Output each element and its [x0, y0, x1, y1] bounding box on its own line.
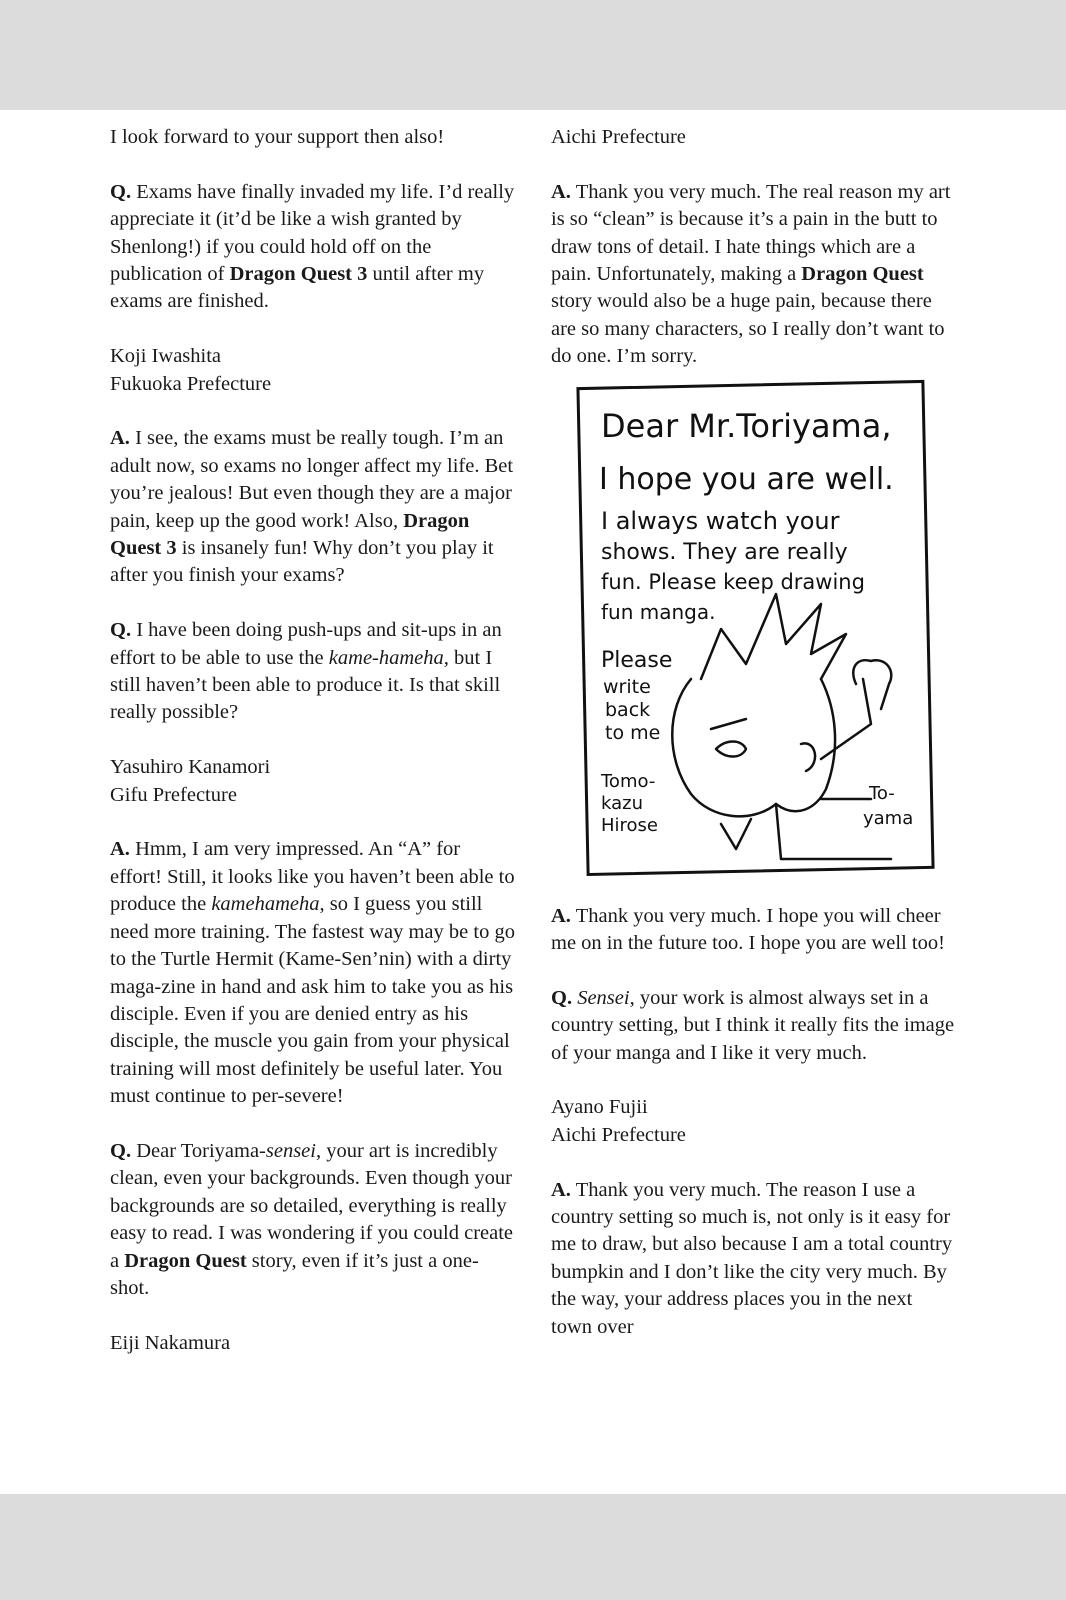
answer-label: A. [110, 838, 130, 861]
letter-line: fun manga. [601, 599, 716, 624]
letter-side-note: to me [605, 721, 661, 744]
sender-info [551, 1094, 956, 1149]
paragraph-text: I have been doing push-ups and sit-ups in an effort to be able to use the [110, 619, 502, 669]
paragraph-text: , your work is almost always set in a country setting, but I think it really fits the image of your manga and I like it very much. [551, 986, 955, 1064]
right-column-bottom-text [551, 903, 956, 1341]
sender-name: Yasuhiro Kanamori [110, 756, 271, 779]
bottom-margin-band [0, 1494, 1066, 1600]
paragraph-text: story would also be a huge pain, because there are so many characters, so I really don’t want to do one. I’m sorry. [551, 290, 945, 368]
paragraph-text: is insanely fun! Why don’t you play it after you finish your exams? [110, 537, 494, 587]
text-line: Eiji Nakamura [110, 1331, 231, 1354]
answer-paragraph [551, 903, 956, 958]
letter-side-note: write [603, 675, 651, 698]
top-margin-band [0, 0, 1066, 110]
paragraph-text: , so I guess you still need more training. The fastest way may be to go to the Turtle Hermit (Kame-Sen’nin) with a dirty maga-zine in hand and ask him to take you as his disciple. Even if you are denied entry as his disciple, the muscle you gain from your physical training will most definitely be useful later. You must continue to per-severe! [110, 893, 515, 1108]
bold-title: Dragon Quest 3 [229, 263, 368, 286]
bold-title: Dragon Quest 3 [110, 509, 470, 560]
letter-side-note: Please [601, 647, 673, 673]
paragraph-text: Exams have finally invaded my life. I’d really appreciate it (it’d be like a wish granted by Shenlong!) if you could hold off on the publication of [110, 180, 515, 286]
answer-paragraph [110, 425, 515, 589]
paragraph-text: until after my exams are finished. [110, 263, 485, 313]
question-paragraph [110, 1138, 515, 1302]
paragraph-text: Thank you very much. I hope you will cheer me on in the future too. I hope you are well too! [551, 904, 945, 955]
letter-line: shows. They are really [601, 539, 848, 565]
question-paragraph [551, 985, 956, 1067]
answer-label: A. [551, 180, 571, 203]
paragraph-text: I see, the exams must be really tough. I’m an adult now, so exams no longer affect my life. Bet you’re jealous! But even though they are a major pain, keep up the good work! Also, [110, 427, 514, 532]
bold-title: Dragon Quest [124, 1249, 247, 1272]
fan-letter-drawing [571, 379, 937, 877]
paragraph-text: , your art is incredibly clean, even your backgrounds. Even though your backgrounds are so detailed, everything is really easy to read. I was wondering if you could create a [110, 1139, 514, 1272]
answer-paragraph [110, 836, 515, 1110]
answer-label: A. [551, 904, 571, 927]
sender-prefecture: Fukuoka Prefecture [110, 372, 272, 395]
letter-line: fun. Please keep drawing [601, 569, 865, 594]
character-caption: To- [869, 782, 895, 804]
book-page [0, 110, 1066, 1494]
paragraph-text: Thank you very much. The reason I use a country setting so much is, not only is it easy for me to draw, but also because I am a total country bumpkin and I don’t like the city very much. By the way, your address places you in the next town over [551, 1178, 953, 1338]
right-column [551, 124, 956, 1341]
text-line: Aichi Prefecture [551, 126, 686, 148]
left-column [110, 124, 515, 1357]
question-label: Q. [110, 180, 132, 203]
sender-prefecture: Aichi Prefecture [551, 1123, 686, 1146]
paragraph-text: Thank you very much. The real reason my art is so “clean” is because it’s a pain in the butt to draw tons of detail. I hate things which are a pain. Unfortunately, making a [551, 180, 951, 286]
text-line: I look forward to your support then also! [110, 126, 445, 148]
question-label: Q. [110, 1139, 132, 1162]
bold-title: Dragon Quest [801, 263, 924, 286]
letter-line: Dear Mr.Toriyama, [601, 406, 892, 445]
answer-label: A. [551, 1178, 571, 1201]
paragraph-text: Dear Toriyama- [131, 1139, 266, 1162]
sender-prefecture: Gifu Prefecture [110, 783, 237, 806]
question-label: Q. [551, 986, 573, 1009]
sender-name: Koji Iwashita [110, 345, 222, 368]
answer-paragraph [551, 1177, 956, 1341]
sender-info [110, 343, 515, 398]
character-caption: yama [863, 807, 914, 829]
paragraph-text: story, even if it’s just a one-shot. [110, 1249, 479, 1299]
letter-side-note: back [605, 698, 651, 721]
letter-line: I always watch your [601, 506, 840, 535]
answer-label: A. [110, 427, 130, 450]
paragraph-text: , but I still haven’t been able to produce it. Is that skill really possible? [110, 646, 501, 724]
answer-paragraph [551, 179, 956, 371]
italic-term: sensei [265, 1139, 316, 1162]
letter-signature: kazu [601, 792, 643, 814]
question-label: Q. [110, 619, 132, 642]
right-column-top-text [551, 124, 956, 371]
italic-term: kamehameha [211, 893, 320, 916]
sender-info [110, 754, 515, 809]
letter-signature: Hirose [601, 814, 659, 836]
question-paragraph [110, 179, 515, 316]
question-paragraph [110, 617, 515, 727]
sender-name: Ayano Fujii [551, 1096, 648, 1119]
italic-term: Sensei [577, 986, 630, 1009]
letter-signature: Tomo- [601, 770, 656, 792]
paragraph-text: Hmm, I am very impressed. An “A” for effort! Still, it looks like you haven’t been able to produce the [110, 838, 515, 916]
italic-term: kame-hameha [328, 646, 444, 669]
letter-line: I hope you are well. [599, 461, 894, 497]
